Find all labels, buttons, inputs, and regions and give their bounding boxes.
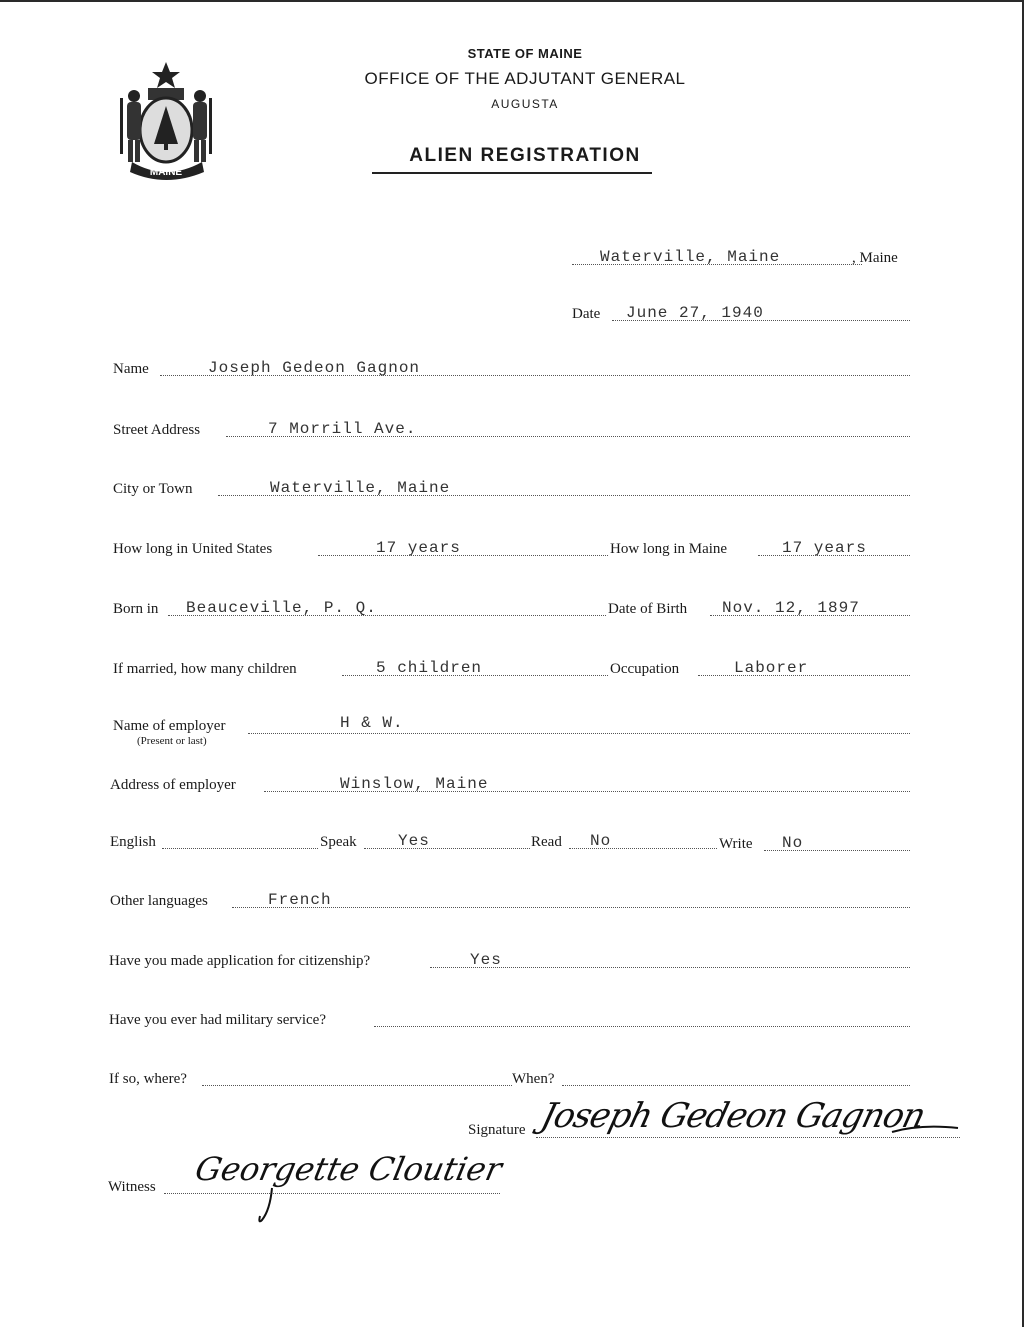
signature-value[interactable]: Joseph Gedeon Gagnon [537, 1096, 929, 1136]
title-underline [372, 172, 652, 174]
name-value[interactable]: Joseph Gedeon Gagnon [208, 359, 421, 377]
how-long-us-label: How long in United States [113, 541, 273, 557]
city-label: City or Town [113, 481, 193, 497]
military-label: Have you ever had military service? [109, 1012, 326, 1028]
occupation-label: Occupation [610, 661, 680, 677]
military-dots [374, 1026, 910, 1027]
born-in-value[interactable]: Beauceville, P. Q. [186, 599, 377, 617]
employer-address-value[interactable]: Winslow, Maine [340, 775, 489, 793]
witness-label: Witness [108, 1179, 156, 1195]
witness-value[interactable]: Georgette Cloutier [191, 1150, 506, 1188]
city-heading: AUGUSTA [491, 97, 559, 111]
other-languages-dots [232, 907, 910, 908]
other-languages-label: Other languages [110, 893, 208, 909]
born-in-label: Born in [113, 601, 159, 617]
date-value[interactable]: June 27, 1940 [626, 304, 764, 322]
state-heading: STATE OF MAINE [467, 46, 583, 61]
occupation-value[interactable]: Laborer [734, 659, 809, 677]
seal-text: MAINE [149, 167, 183, 178]
employer-label: Name of employer [113, 718, 226, 734]
children-label: If married, how many children [113, 661, 297, 677]
date-label: Date [572, 306, 601, 322]
english-dots [162, 848, 318, 849]
name-label: Name [113, 361, 149, 377]
citizenship-value[interactable]: Yes [470, 951, 502, 969]
citizenship-label: Have you made application for citizenship? [109, 953, 371, 969]
place-suffix: , Maine [852, 250, 898, 266]
how-long-us-value[interactable]: 17 years [376, 539, 461, 557]
when-label: When? [512, 1071, 555, 1087]
state-seal-icon [112, 58, 220, 184]
other-languages-value[interactable]: French [268, 891, 332, 909]
signature-flourish-icon [890, 1120, 960, 1140]
witness-dots [164, 1193, 500, 1194]
how-long-us-dots [318, 555, 608, 556]
write-value[interactable]: No [782, 834, 804, 852]
how-long-maine-label: How long in Maine [610, 541, 728, 557]
employer-sublabel: (Present or last) [137, 735, 207, 747]
place-value[interactable]: Waterville, Maine [600, 248, 781, 266]
office-heading: OFFICE OF THE ADJUTANT GENERAL [364, 69, 686, 88]
speak-dots [364, 848, 530, 849]
speak-label: Speak [320, 834, 357, 850]
form-title: ALIEN REGISTRATION [409, 145, 641, 166]
where-label: If so, where? [109, 1071, 187, 1087]
street-value[interactable]: 7 Morrill Ave. [268, 420, 417, 438]
how-long-maine-value[interactable]: 17 years [782, 539, 867, 557]
dob-value[interactable]: Nov. 12, 1897 [722, 599, 860, 617]
signature-label: Signature [468, 1122, 526, 1138]
speak-value[interactable]: Yes [398, 832, 430, 850]
employer-dots [248, 733, 910, 734]
where-dots [202, 1085, 512, 1086]
citizenship-dots [430, 967, 910, 968]
city-value[interactable]: Waterville, Maine [270, 479, 451, 497]
write-label: Write [719, 836, 753, 852]
children-value[interactable]: 5 children [376, 659, 483, 677]
read-value[interactable]: No [590, 832, 612, 850]
english-label: English [110, 834, 156, 850]
witness-descender-icon [250, 1186, 280, 1226]
street-label: Street Address [113, 422, 201, 438]
employer-address-label: Address of employer [110, 777, 236, 793]
read-label: Read [531, 834, 562, 850]
employer-value[interactable]: H & W. [340, 714, 404, 732]
dob-label: Date of Birth [608, 601, 688, 617]
when-dots [562, 1085, 910, 1086]
